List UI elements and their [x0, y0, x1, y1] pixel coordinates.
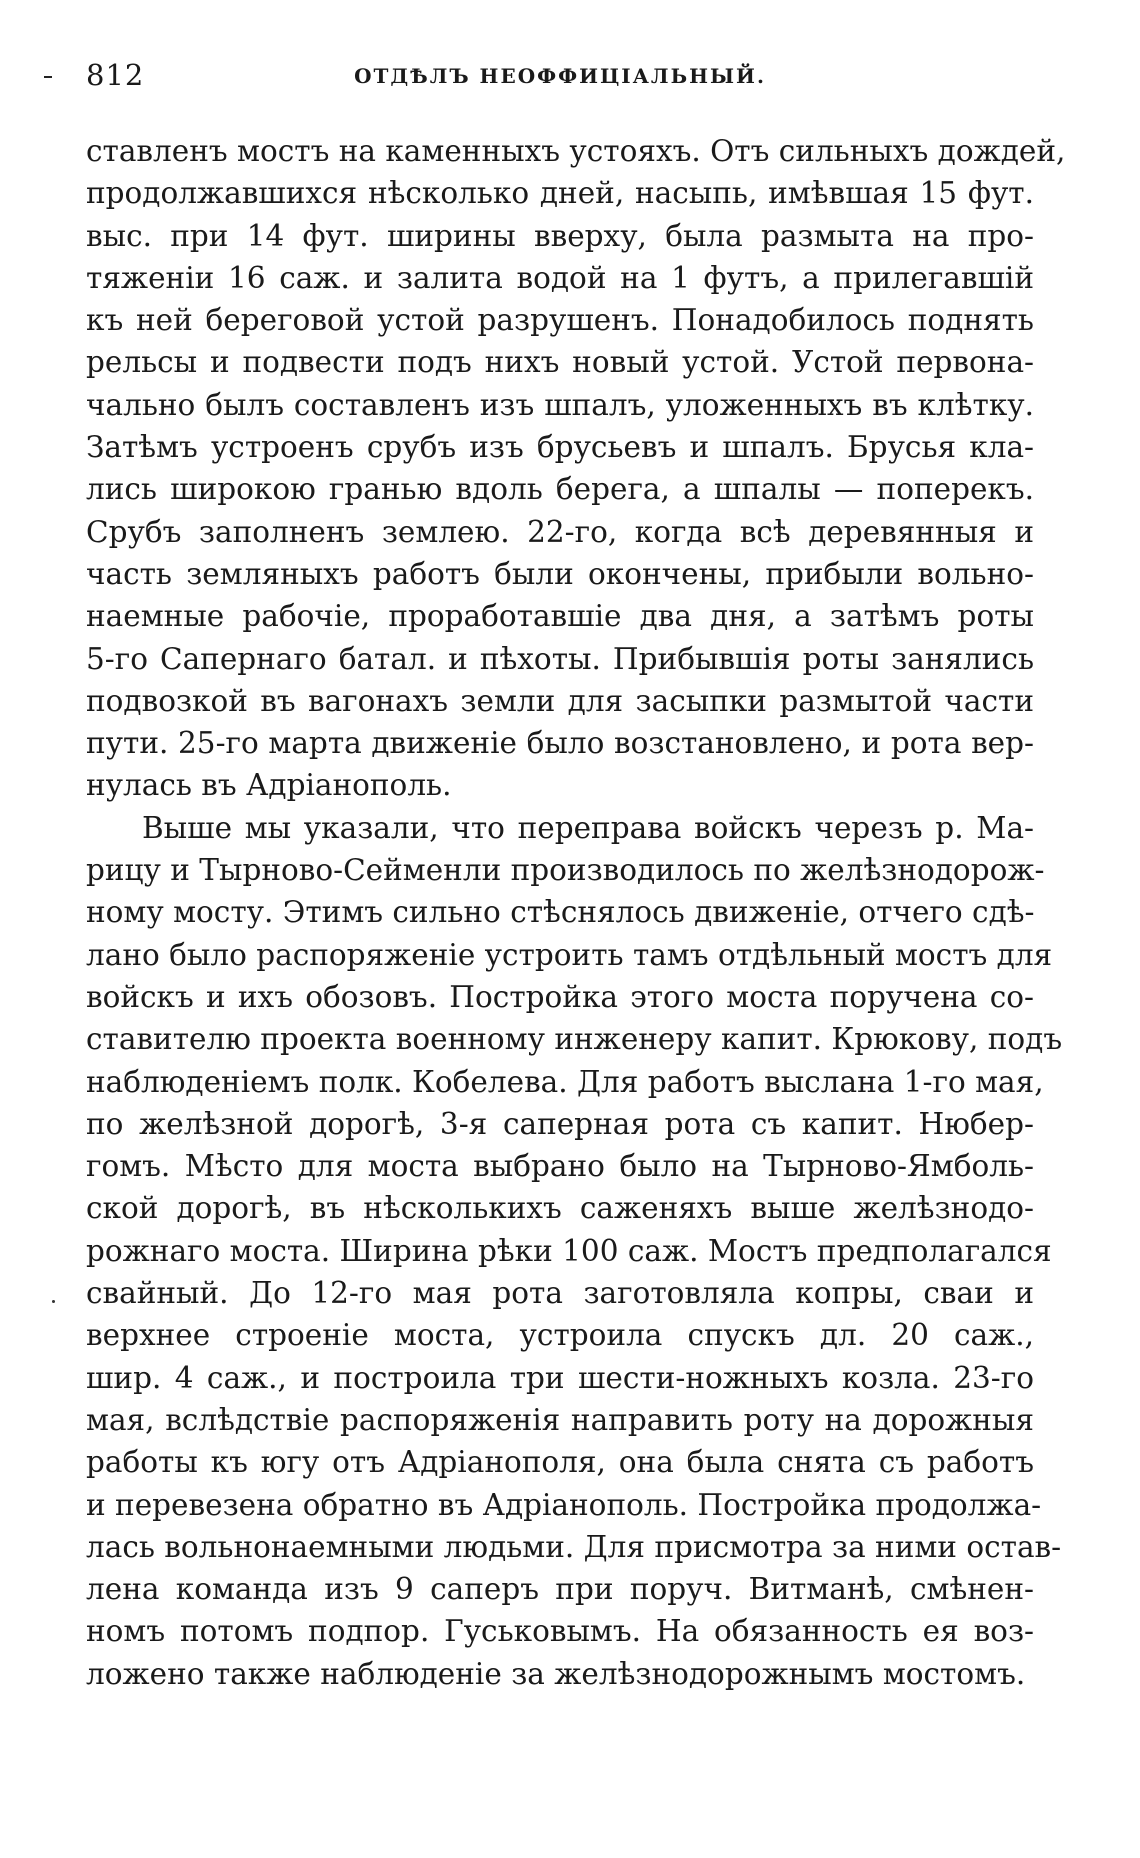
- text-line: лась вольнонаемными людьми. Для присмотра за ними остав-: [86, 1529, 1062, 1564]
- text-line: войскъ и ихъ обозовъ. Постройка этого моста поручена со-: [86, 979, 1034, 1014]
- text-line: мая, вслѣдствіе распоряженія направить роту на дорожныя: [86, 1402, 1034, 1437]
- text-line: работы къ югу отъ Адріанополя, она была снята съ работъ: [86, 1445, 1034, 1480]
- text-line: чально былъ составленъ изъ шпалъ, уложенныхъ въ клѣтку.: [86, 387, 1034, 422]
- text-line: ставителю проекта военному инженеру капит. Крюкову, подъ: [86, 1022, 1063, 1057]
- text-line: наблюденіемъ полк. Кобелева. Для работъ выслана 1-го мая,: [86, 1064, 1044, 1099]
- text-line: Выше мы указали, что переправа войскъ черезъ р. Ма-: [142, 810, 1034, 845]
- paragraph-1: [86, 130, 1066, 807]
- text-line: лена команда изъ 9 саперъ при поруч. Витманѣ, смѣнен-: [86, 1572, 1034, 1607]
- text-line: продолжавшихся нѣсколько дней, насыпь, имѣвшая 15 фут.: [86, 176, 1034, 211]
- text-line: рицу и Тырново-Сейменли производилось по желѣзнодорож-: [86, 853, 1045, 888]
- text-line: верхнее строеніе моста, устроила спускъ дл. 20 саж.,: [86, 1318, 1034, 1353]
- text-line: лано было распоряженіе устроить тамъ отдѣльный мостъ для: [86, 937, 1053, 972]
- body-text: [86, 130, 1066, 1695]
- page-header: [86, 58, 1034, 98]
- margin-dash-mark: [44, 76, 52, 78]
- page-number: 812: [86, 58, 145, 92]
- text-line: ставленъ мостъ на каменныхъ устояхъ. Отъ сильныхъ дождей,: [86, 134, 1066, 168]
- text-line: подвозкой въ вагонахъ земли для засыпки размытой части: [86, 683, 1034, 718]
- text-line: свайный. До 12-го мая рота заготовляла копры, сваи и: [86, 1276, 1034, 1311]
- text-line: номъ потомъ подпор. Гуськовымъ. На обязанность ея воз-: [86, 1614, 1034, 1649]
- text-line: и перевезена обратно въ Адріанополь. Постройка продолжа-: [86, 1487, 1042, 1522]
- text-line: рельсы и подвести подъ нихъ новый устой. Устой первона-: [86, 345, 1034, 380]
- text-line: пути. 25-го марта движеніе было возстановлено, и рота вер-: [86, 726, 1034, 761]
- text-line: Затѣмъ устроенъ срубъ изъ брусьевъ и шпалъ. Брусья кла-: [86, 430, 1034, 465]
- text-line: наемные рабочіе, проработавшіе два дня, а затѣмъ роты: [86, 599, 1034, 634]
- text-line: 5-го Сапернаго батал. и пѣхоты. Прибывшія роты занялись: [86, 641, 1034, 676]
- text-line: ской дорогѣ, въ нѣсколькихъ саженяхъ выше желѣзнодо-: [86, 1191, 1034, 1226]
- text-line: ному мосту. Этимъ сильно стѣснялось движеніе, отчего сдѣ-: [86, 895, 1035, 930]
- running-head: ОТДѢЛЪ НЕОФФИЦІАЛЬНЫЙ.: [354, 64, 766, 88]
- text-line: ложено также наблюденіе за желѣзнодорожнымъ мостомъ.: [86, 1656, 1026, 1691]
- text-line: шир. 4 саж., и построила три шести-ножныхъ козла. 23-го: [86, 1360, 1034, 1395]
- paragraph-2: [86, 807, 1063, 1695]
- text-line: выс. при 14 фут. ширины вверху, была размыта на про-: [86, 218, 1034, 253]
- text-line: Срубъ заполненъ землею. 22-го, когда всѣ деревянныя и: [86, 514, 1034, 549]
- text-line: тяженіи 16 саж. и залита водой на 1 футъ, а прилегавшій: [86, 260, 1034, 295]
- text-line: къ ней береговой устой разрушенъ. Понадобилось поднять: [86, 303, 1034, 338]
- text-line: по желѣзной дорогѣ, 3-я саперная рота съ капит. Нюбер-: [86, 1106, 1034, 1141]
- text-line: нулась въ Адріанополь.: [86, 768, 452, 803]
- text-line: часть земляныхъ работъ были окончены, прибыли вольно-: [86, 556, 1034, 591]
- text-line: рожнаго моста. Ширина рѣки 100 саж. Мостъ предполагался: [86, 1233, 1052, 1268]
- margin-dot-mark: [52, 1300, 55, 1303]
- text-line: гомъ. Мѣсто для моста выбрано было на Тырново-Ямболь-: [86, 1149, 1034, 1184]
- text-line: лись широкою гранью вдоль берега, а шпалы — поперекъ.: [86, 472, 1034, 507]
